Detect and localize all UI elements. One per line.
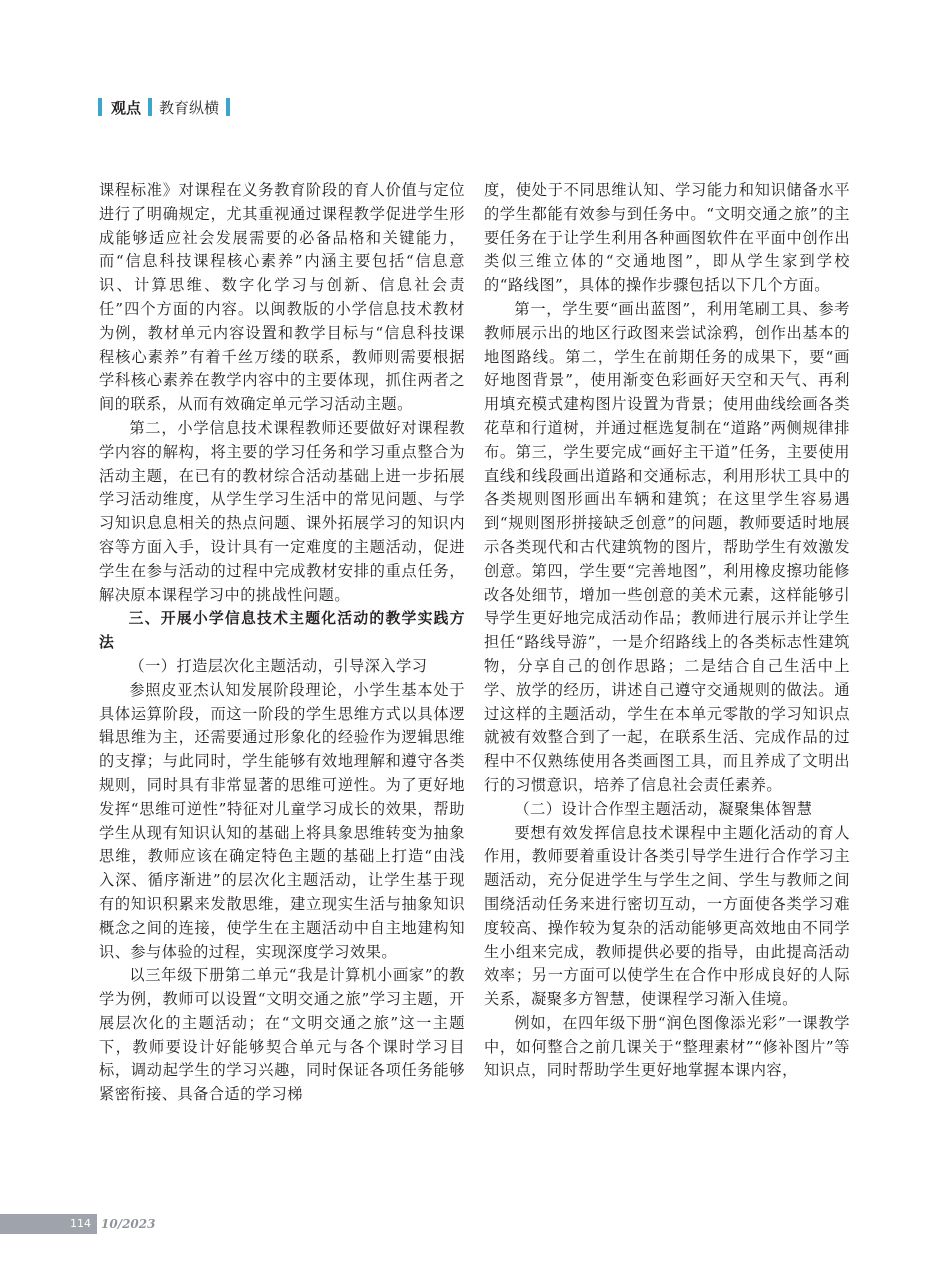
paragraph: 第二，小学信息技术课程教师还要做好对课程教学内容的解构，将主要的学习任务和学习重点整合为活动主题，在已有的教材综合活动基础上进一步拓展学习活动维度，从学生学习生活中的常见问题、与学习知识息息相关的热点问题、课外拓展学习的知识内容等方面入手，设计具有一定难度的主题活动，促进学生在参与活动的过程中完成教材安排的重点任务，解决原本课程学习中的挑战性问题。 xyxy=(99,418,465,604)
running-header xyxy=(98,96,230,118)
page-number: 114 xyxy=(68,1214,97,1234)
footer-band xyxy=(0,1214,68,1234)
header-bar-decoration xyxy=(148,98,152,116)
paragraph: 要想有效发挥信息技术课程中主题化活动的育人作用，教师要着重设计各类引导学生进行合作学习主题活动，充分促进学生与学生之间、学生与教师之间围绕活动任务来进行密切互动，一方面使各类学习难度较高、操作较为复杂的活动能够更高效地由不同学生小组来完成，教师提供必要的指导，由此提高活动效率；另一方面可以使学生在合作中形成良好的人际关系，凝聚多方智慧，使课程学习渐入佳境。 xyxy=(484,823,850,1009)
left-column xyxy=(99,179,465,1107)
section-heading: 三、开展小学信息技术主题化活动的教学实践方法 xyxy=(99,610,465,652)
paragraph: 课程标准》对课程在义务教育阶段的育人价值与定位进行了明确规定，尤其重视通过课程教学促进学生形成能够适应社会发展需要的必备品格和关键能力，而“信息科技课程核心素养”内涵主要包括“信息意识、计算思维、数字化学习与创新、信息社会责任”四个方面的内容。以闽教版的小学信息技术教材为例，教材单元内容设置和教学目标与“信息科技课程核心素养”有着千丝万缕的联系，教师则需要根据学科核心素养在教学内容中的主要体现，抓住两者之间的联系，从而有效确定单元学习活动主题。 xyxy=(99,181,465,414)
header-bar-decoration xyxy=(98,98,102,116)
column-tag: 观点 xyxy=(111,98,142,117)
paragraph: 例如，在四年级下册“润色图像添光彩”一课教学中，如何整合之前几课关于“整理素材”“修补图片”等知识点，同时帮助学生更好地掌握本课内容， xyxy=(484,1013,850,1080)
header-bar-decoration xyxy=(226,98,230,116)
paragraph: 以三年级下册第二单元“我是计算机小画家”的教学为例，教师可以设置“文明交通之旅”学习主题，开展层次化的主题活动；在“文明交通之旅”这一主题下，教师要设计好能够契合单元与各个课时学习目标，调动起学生的学习兴趣，同时保证各项任务能够紧密衔接、具备合适的学习梯 xyxy=(99,966,465,1104)
section-name: 教育纵横 xyxy=(159,98,220,117)
paragraph: 度，使处于不同思维认知、学习能力和知识储备水平的学生都能有效参与到任务中。“文明交通之旅”的主要任务在于让学生利用各种画图软件在平面中创作出类似三维立体的“交通地图”，即从学生家到学校的“路线图”，具体的操作步骤包括以下几个方面。 xyxy=(484,181,850,295)
paragraph: 参照皮亚杰认知发展阶段理论，小学生基本处于具体运算阶段，而这一阶段的学生思维方式以具体逻辑思维为主，还需要通过形象化的经验作为逻辑思维的支撑；与此同时，学生能够有效地理解和遵守各类规则，同时具有非常显著的思维可逆性。为了更好地发挥“思维可逆性”特征对儿童学习成长的效果，帮助学生从现有知识认知的基础上将具象思维转变为抽象思维，教师应该在确定特色主题的基础上打造“由浅入深、循序渐进”的层次化主题活动，让学生基于现有的知识积累来发散思维，建立现实生活与抽象知识概念之间的连接，使学生在主题活动中自主地建构知识、参与体验的过程，实现深度学习效果。 xyxy=(99,680,465,961)
subsection-heading: （一）打造层次化主题活动，引导深入学习 xyxy=(129,656,428,675)
page-footer xyxy=(0,1214,950,1234)
subsection-heading: （二）设计合作型主题活动，凝聚集体智慧 xyxy=(514,799,813,818)
paragraph: 第一，学生要“画出蓝图”，利用笔刷工具、参考教师展示出的地区行政图来尝试涂鸦，创作出基本的地图路线。第二，学生在前期任务的成果下，要“画好地图背景”，使用渐变色彩画好天空和天气、再利用填充模式建构图片设置为背景；使用曲线绘画各类花草和行道树，并通过框选复制在“道路”两侧规律排布。第三，学生要完成“画好主干道”任务，主要使用直线和线段画出道路和交通标志，利用形状工具中的各类规则图形画出车辆和建筑；在这里学生容易遇到“规则图形拼接缺乏创意”的问题，教师要适时地展示各类现代和古代建筑物的图片，帮助学生有效激发创意。第四，学生要“完善地图”，利用橡皮擦功能修改各处细节，增加一些创意的美术元素，这样能够引导学生更好地完成活动作品；教师进行展示并让学生担任“路线导游”，一是介绍路线上的各类标志性建筑物，分享自己的创作思路；二是结合自己生活中上学、放学的经历，讲述自己遵守交通规则的做法。通过这样的主题活动，学生在本单元零散的学习知识点就被有效整合到了一起，在联系生活、完成作品的过程中不仅熟练使用各类画图工具，而且养成了文明出行的习惯意识，培养了信息社会责任素养。 xyxy=(484,299,850,794)
issue-label: 10/2023 xyxy=(101,1217,156,1231)
right-column xyxy=(484,179,850,1083)
